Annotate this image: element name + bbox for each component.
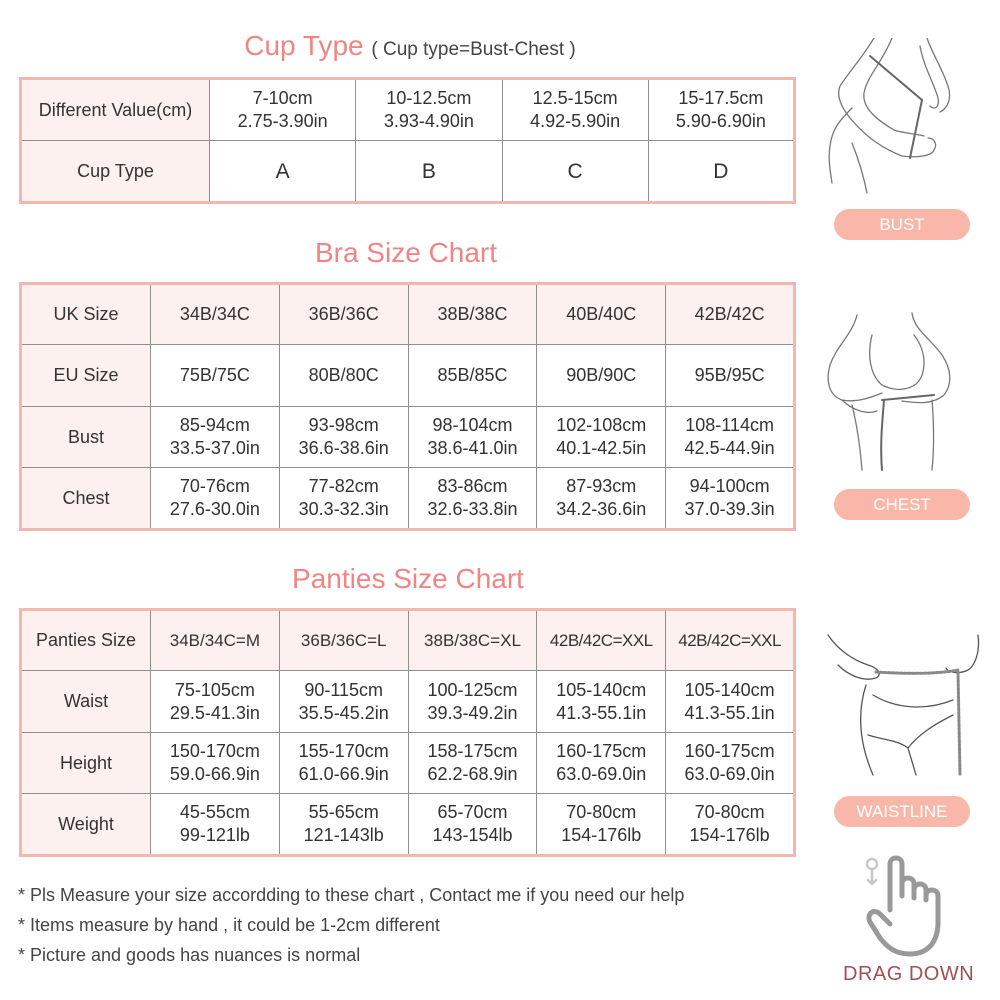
drag-down-label: DRAG DOWN: [843, 963, 975, 985]
cell-cm: 65-70cm: [437, 802, 508, 822]
row-label: Weight: [21, 794, 151, 856]
table-cell: 42B/42C: [666, 284, 795, 345]
table-cell: [279, 733, 408, 794]
cell-in: 36.6-38.6in: [298, 438, 389, 458]
waistline-label: WAISTLINE: [834, 796, 970, 827]
cell-cm: 158-175cm: [427, 741, 518, 761]
table-cell: [502, 79, 648, 141]
cell-in: 33.5-37.0in: [169, 438, 260, 458]
table-cell: 85B/85C: [408, 345, 537, 407]
cell-in: 34.2-36.6in: [556, 499, 647, 519]
table-cell: 36B/36C: [279, 284, 408, 345]
cell-in: 37.0-39.3in: [684, 499, 775, 519]
table-cell: [151, 671, 280, 733]
table-row: [21, 610, 795, 671]
cell-in: 4.92-5.90in: [530, 111, 621, 131]
cell-in: 2.75-3.90in: [237, 111, 328, 131]
drag-down-hand-icon: [860, 852, 960, 960]
table-cell: [356, 79, 502, 141]
cell-cm: 105-140cm: [684, 679, 775, 700]
table-cell: [408, 794, 537, 856]
table-cell: [537, 407, 666, 468]
cell-cm: 100-125cm: [427, 679, 518, 700]
cell-in: 59.0-66.9in: [169, 764, 260, 784]
row-label: Panties Size: [21, 610, 151, 671]
cell-in: 30.3-32.3in: [298, 499, 389, 519]
panties-chart-title: Panties Size Chart: [292, 563, 524, 594]
bust-measure-illustration: [822, 38, 992, 198]
note-nuances: * Picture and goods has nuances is normal: [18, 945, 361, 965]
cell-cm: 150-170cm: [169, 741, 260, 761]
table-cell: [666, 468, 795, 530]
table-cell: 40B/40C: [537, 284, 666, 345]
row-label: Height: [21, 733, 151, 794]
cell-in: 63.0-69.0in: [556, 764, 647, 784]
table-cell: [408, 407, 537, 468]
table-row: [21, 794, 795, 856]
cup-type-title-text: Cup Type: [244, 30, 364, 61]
table-cell: 38B/38C: [408, 284, 537, 345]
table-cell: 36B/36C=L: [279, 610, 408, 671]
chest-label: CHEST: [834, 489, 970, 520]
note-hand-measure: * Items measure by hand , it could be 1-2cm different: [18, 915, 440, 935]
cell-in: 39.3-49.2in: [427, 702, 518, 723]
cell-cm: 85-94cm: [179, 415, 250, 435]
chest-measure-illustration: [822, 305, 992, 475]
table-row: [21, 284, 795, 345]
cell-in: 62.2-68.9in: [427, 764, 518, 784]
cell-in: 5.90-6.90in: [675, 111, 766, 131]
cell-cm: 70-80cm: [566, 802, 637, 822]
table-cell: 38B/38C=XL: [408, 610, 537, 671]
bra-size-table: [19, 282, 796, 531]
bra-chart-title: Bra Size Chart: [314, 237, 498, 268]
cell-cm: 75-105cm: [174, 679, 255, 700]
cell-cm: 7-10cm: [252, 88, 313, 108]
row-label: Different Value(cm): [21, 79, 210, 141]
table-cell: [151, 794, 280, 856]
table-cell: [279, 794, 408, 856]
table-cell: [666, 407, 795, 468]
cell-cm: 98-104cm: [432, 415, 513, 435]
table-row: [21, 79, 795, 141]
table-cell: A: [210, 141, 356, 203]
table-cell: [151, 733, 280, 794]
table-cell: 90B/90C: [537, 345, 666, 407]
cell-cm: 15-17.5cm: [678, 88, 764, 108]
cell-cm: 160-175cm: [556, 741, 647, 761]
panties-size-table: [19, 608, 796, 857]
table-cell: [151, 468, 280, 530]
row-label: Waist: [21, 671, 151, 733]
cell-cm: 160-175cm: [684, 741, 775, 761]
cell-in: 41.3-55.1in: [684, 702, 775, 723]
table-row: [21, 407, 795, 468]
cell-lb: 99-121lb: [179, 825, 250, 845]
table-row: [21, 733, 795, 794]
table-cell: D: [648, 141, 794, 203]
cell-in: 29.5-41.3in: [169, 702, 260, 723]
cell-in: 32.6-33.8in: [427, 499, 518, 519]
table-cell: [279, 468, 408, 530]
table-cell: 42B/42C=XXL: [666, 610, 795, 671]
cell-in: 63.0-69.0in: [684, 764, 775, 784]
cup-type-title: [0, 30, 820, 62]
cell-lb: 154-176lb: [561, 825, 642, 845]
cell-in: 3.93-4.90in: [383, 111, 474, 131]
table-cell: [666, 733, 795, 794]
table-cell: [408, 733, 537, 794]
cell-cm: 90-115cm: [304, 679, 384, 700]
cell-lb: 154-176lb: [689, 825, 770, 845]
cup-type-table: [19, 77, 796, 204]
cell-cm: 70-80cm: [694, 802, 765, 822]
cell-in: 35.5-45.2in: [298, 702, 389, 723]
cell-cm: 70-76cm: [179, 476, 250, 496]
note-measure: * Pls Measure your size accordding to these chart , Contact me if you need our help: [18, 885, 685, 905]
cell-in: 40.1-42.5in: [556, 438, 647, 458]
table-cell: 34B/34C=M: [151, 610, 280, 671]
cell-in: 27.6-30.0in: [169, 499, 260, 519]
cell-cm: 155-170cm: [298, 741, 389, 761]
table-cell: [279, 407, 408, 468]
cell-cm: 108-114cm: [685, 415, 774, 435]
table-cell: [537, 794, 666, 856]
table-cell: 95B/95C: [666, 345, 795, 407]
cell-cm: 93-98cm: [308, 415, 379, 435]
cell-in: 38.6-41.0in: [427, 438, 518, 458]
table-row: [21, 141, 795, 203]
table-row: [21, 468, 795, 530]
row-label: Chest: [21, 468, 151, 530]
row-label: Bust: [21, 407, 151, 468]
table-cell: [408, 468, 537, 530]
bust-label: BUST: [834, 209, 970, 240]
cell-cm: 45-55cm: [179, 802, 250, 822]
table-cell: [151, 407, 280, 468]
cell-cm: 105-140cm: [556, 679, 647, 700]
cell-lb: 143-154lb: [432, 825, 513, 845]
table-cell: [537, 671, 666, 733]
cell-cm: 87-93cm: [566, 476, 637, 496]
table-cell: [210, 79, 356, 141]
table-row: [21, 671, 795, 733]
cell-cm: 12.5-15cm: [532, 88, 618, 108]
waistline-measure-illustration: [818, 630, 998, 780]
table-cell: [537, 468, 666, 530]
cell-cm: 10-12.5cm: [386, 88, 472, 108]
table-cell: 34B/34C: [151, 284, 280, 345]
cup-type-subtitle: ( Cup type=Bust-Chest ): [371, 39, 576, 60]
cell-cm: 94-100cm: [689, 476, 770, 496]
cell-cm: 83-86cm: [437, 476, 508, 496]
row-label: Cup Type: [21, 141, 210, 203]
cell-in: 61.0-66.9in: [298, 764, 389, 784]
table-cell: [279, 671, 408, 733]
table-cell: 42B/42C=XXL: [537, 610, 666, 671]
table-row: [21, 345, 795, 407]
cell-in: 41.3-55.1in: [556, 702, 647, 723]
cell-cm: 55-65cm: [308, 802, 379, 822]
table-cell: [648, 79, 794, 141]
table-cell: [666, 671, 795, 733]
table-cell: [537, 733, 666, 794]
cell-cm: 102-108cm: [556, 415, 647, 435]
row-label: UK Size: [21, 284, 151, 345]
row-label: EU Size: [21, 345, 151, 407]
table-cell: [408, 671, 537, 733]
table-cell: B: [356, 141, 502, 203]
table-cell: C: [502, 141, 648, 203]
cell-in: 42.5-44.9in: [684, 438, 775, 458]
cell-cm: 77-82cm: [308, 476, 379, 496]
table-cell: 75B/75C: [151, 345, 280, 407]
table-cell: [666, 794, 795, 856]
table-cell: 80B/80C: [279, 345, 408, 407]
cell-lb: 121-143lb: [303, 825, 384, 845]
